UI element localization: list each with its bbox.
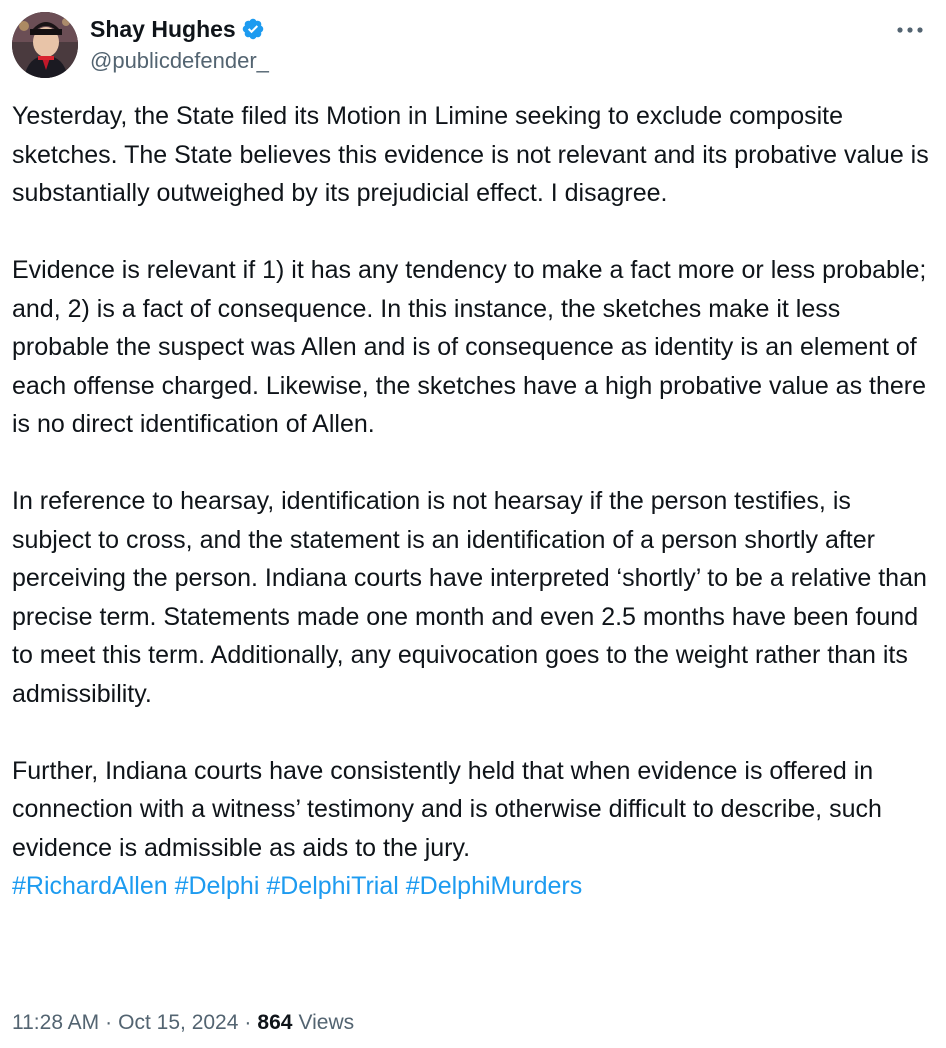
view-count: 864 xyxy=(257,1011,293,1034)
views-label: Views xyxy=(298,1011,355,1034)
hashtag-link[interactable]: #RichardAllen xyxy=(12,872,168,900)
tweet-text xyxy=(12,97,932,906)
hashtag-link[interactable]: #DelphiMurders xyxy=(405,872,583,900)
tweet-paragraph: Further, Indiana courts have consistently held that when evidence is offered in connection with a witness’ testimony and is otherwise difficult to describe, such evidence is admissible as aids to the jury. xyxy=(12,756,882,862)
display-name-row xyxy=(90,14,269,44)
display-name[interactable]: Shay Hughes xyxy=(90,16,236,42)
meta-separator: · xyxy=(105,1011,113,1034)
hashtag-link[interactable]: #Delphi xyxy=(174,872,260,900)
tweet-header xyxy=(12,12,932,78)
tweet-date[interactable]: Oct 15, 2024 xyxy=(118,1011,239,1034)
hashtag-link[interactable]: #DelphiTrial xyxy=(266,872,399,900)
more-horizontal-icon xyxy=(896,26,924,34)
avatar-image xyxy=(12,12,78,78)
tweet-time[interactable]: 11:28 AM xyxy=(12,1011,100,1034)
user-handle[interactable]: @publicdefender_ xyxy=(90,48,269,73)
more-options-button[interactable] xyxy=(892,16,928,44)
tweet-paragraph: Yesterday, the State filed its Motion in Limine seeking to exclude composite sketches. The State believes this evidence is not relevant and its probative value is substantially outweighed by its prejudicial effect. I disagree. xyxy=(12,102,929,207)
avatar[interactable] xyxy=(12,12,78,78)
verified-badge-icon[interactable] xyxy=(241,17,265,41)
author-names xyxy=(90,14,269,76)
tweet-paragraph: In reference to hearsay, identification is not hearsay if the person testifies, is subject to cross, and the statement is an identification of a person shortly after perceiving the person. Indiana courts have interpreted ‘shortly’ to be a relative than precise term. Statements made one month and even 2.5 months have been found to meet this term. Additionally, any equivocation goes to the weight rather than its admissibility. xyxy=(12,487,927,708)
hashtag-list xyxy=(12,867,932,906)
meta-separator: · xyxy=(244,1011,252,1034)
tweet-paragraph: Evidence is relevant if 1) it has any tendency to make a fact more or less probable; and, 2) is a fact of consequence. In this instance, the sketches make it less probable the suspect was Allen and is of consequence as identity is an element of each offense charged. Likewise, the sketches have a high probative value as there is no direct identification of Allen. xyxy=(12,256,927,438)
tweet-meta xyxy=(12,1008,354,1038)
